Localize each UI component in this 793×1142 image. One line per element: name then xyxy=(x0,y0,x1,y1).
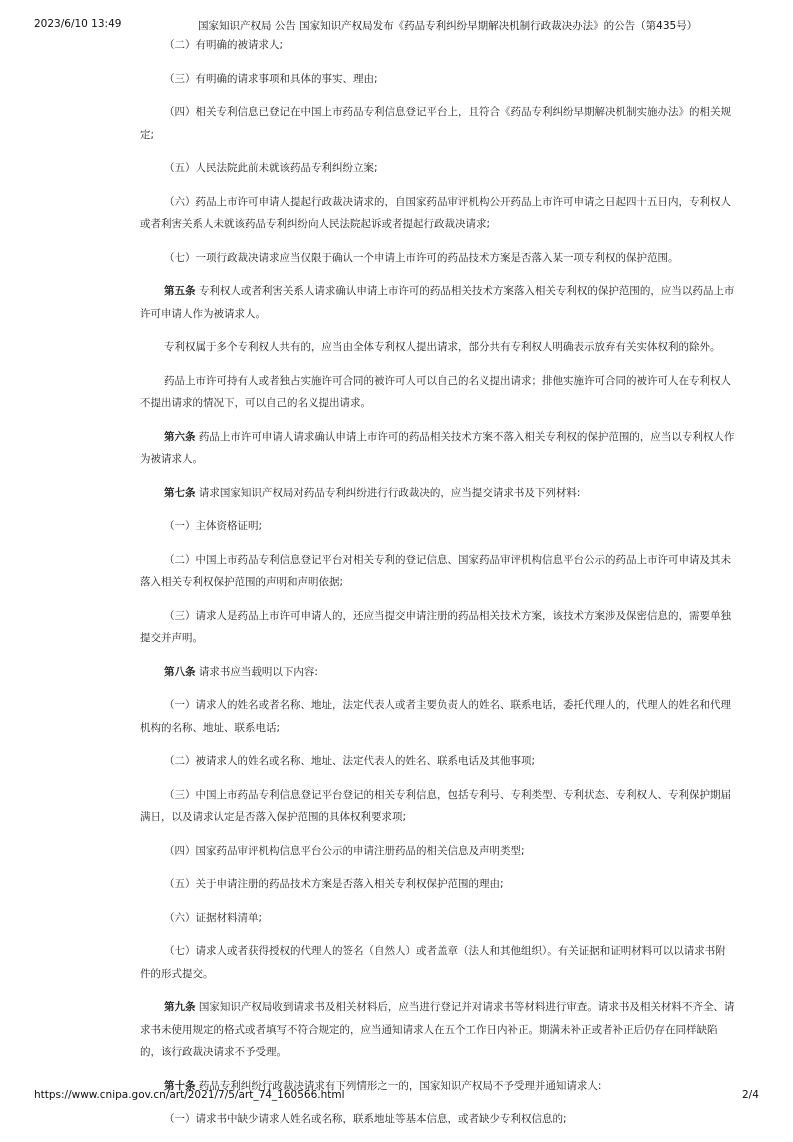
clause-paragraph xyxy=(140,247,736,270)
print-datetime: 2023/6/10 13:49 xyxy=(34,18,122,30)
clause-paragraph xyxy=(140,549,736,594)
article-paragraph xyxy=(140,661,736,684)
paragraph-text: （一）请求书中缺少请求人姓名或名称，联系地址等基本信息，或者缺少专利权信息的; xyxy=(164,1113,567,1125)
paragraph-text: （三）有明确的请求事项和具体的事实、理由; xyxy=(164,72,378,85)
paragraph-text: （五）人民法院此前未就该药品专利纠纷立案; xyxy=(164,162,378,174)
clause-paragraph xyxy=(140,605,736,650)
paragraph-text: （四）相关专利信息已登记在中国上市药品专利信息登记平台上，且符合《药品专利纠纷早期解决机制实施办法》的相关规定; xyxy=(140,106,731,141)
clause-paragraph xyxy=(140,370,736,415)
article-number: 第八条 xyxy=(164,665,196,678)
clause-paragraph xyxy=(140,840,736,863)
clause-paragraph xyxy=(140,515,736,538)
paragraph-text: 请求国家知识产权局对药品专利纠纷进行行政裁决的，应当提交请求书及下列材料: xyxy=(195,486,581,499)
paragraph-text: （三）中国上市药品专利信息登记平台登记的相关专利信息，包括专利号、专利类型、专利状态、专利权人、专利保护期届满日，以及请求认定是否落入保护范围的具体权利要求项; xyxy=(140,788,731,823)
footer-url: https://www.cnipa.gov.cn/art/2021/7/5/art_74_160566.html xyxy=(34,1089,345,1101)
document-body xyxy=(140,34,736,1142)
paragraph-text: （二）有明确的被请求人; xyxy=(164,39,284,51)
article-number: 第十条 xyxy=(164,1079,196,1092)
clause-paragraph xyxy=(140,940,736,985)
clause-paragraph xyxy=(140,784,736,829)
article-paragraph xyxy=(140,482,736,505)
clause-paragraph xyxy=(140,157,736,180)
clause-paragraph xyxy=(140,336,736,359)
clause-paragraph xyxy=(140,907,736,930)
paragraph-text: （一）主体资格证明; xyxy=(164,520,263,532)
clause-paragraph xyxy=(140,1108,736,1131)
paragraph-text: （七）一项行政裁决请求应当仅限于确认一个申请上市许可的药品技术方案是否落入某一项专利权的保护范围。 xyxy=(164,251,679,264)
paragraph-text: （二）中国上市药品专利信息登记平台对相关专利的登记信息、国家药品审评机构信息平台公示的药品上市许可申请及其未落入相关专利权保护范围的声明和声明依据; xyxy=(140,553,731,588)
clause-paragraph xyxy=(140,750,736,773)
paragraph-text: （六）药品上市许可申请人提起行政裁决请求的，自国家药品审评机构公开药品上市许可申请之日起四十五日内，专利权人或者利害关系人未就该药品专利纠纷向人民法院起诉或者提起行政裁决请求; xyxy=(140,195,731,230)
paragraph-text: 药品专利纠纷行政裁决请求有下列情形之一的，国家知识产权局不予受理并通知请求人: xyxy=(195,1079,602,1092)
article-number: 第七条 xyxy=(164,486,196,499)
clause-paragraph xyxy=(140,34,736,57)
paragraph-text: （四）国家药品审评机构信息平台公示的申请注册药品的相关信息及声明类型; xyxy=(164,844,525,857)
clause-paragraph xyxy=(140,191,736,236)
paragraph-text: （六）证据材料清单; xyxy=(164,911,263,924)
paragraph-text: 国家知识产权局收到请求书及相关材料后，应当进行登记并对请求书等材料进行审查。请求书及相关材料不齐全、请求书未使用规定的格式或者填写不符合规定的，应当通知请求人在五个工作日内补正。期满未补正或者补正后仍存在同样缺陷的，该行政裁决请求不予受理。 xyxy=(140,1001,735,1058)
article-number: 第六条 xyxy=(164,430,196,443)
article-paragraph xyxy=(140,280,736,325)
footer-page-number: 2/4 xyxy=(742,1089,759,1101)
paragraph-text: （五）关于申请注册的药品技术方案是否落入相关专利权保护范围的理由; xyxy=(164,878,504,890)
paragraph-text: （一）请求人的姓名或者名称、地址，法定代表人或者主要负责人的姓名、联系电话，委托代理人的，代理人的姓名和代理机构的名称、地址、联系电话; xyxy=(140,699,731,734)
clause-paragraph xyxy=(140,101,736,146)
paragraph-text: 请求书应当载明以下内容: xyxy=(195,665,318,678)
paragraph-text: （七）请求人或者获得授权的代理人的签名（自然人）或者盖章（法人和其他组织）。有关证据和证明材料可以以请求书附件的形式提交。 xyxy=(140,945,726,980)
paragraph-text: 专利权属于多个专利权人共有的，应当由全体专利权人提出请求，部分共有专利权人明确表示放弃有关实体权利的除外。 xyxy=(164,341,721,353)
page-header-title: 国家知识产权局 公告 国家知识产权局发布《药品专利纠纷早期解决机制行政裁决办法》的公告（第435号） xyxy=(198,20,698,32)
article-number: 第九条 xyxy=(164,1001,196,1013)
clause-paragraph xyxy=(140,873,736,896)
clause-paragraph xyxy=(140,694,736,739)
paragraph-text: 专利权人或者利害关系人请求确认申请上市许可的药品相关技术方案落入相关专利权的保护范围的，应当以药品上市许可申请人作为被请求人。 xyxy=(140,285,735,320)
clause-paragraph xyxy=(140,68,736,91)
paragraph-text: （三）请求人是药品上市许可申请人的，还应当提交申请注册的药品相关技术方案，该技术方案涉及保密信息的，需要单独提交并声明。 xyxy=(140,609,731,644)
article-number: 第五条 xyxy=(164,285,196,297)
paragraph-text: 药品上市许可申请人请求确认申请上市许可的药品相关技术方案不落入相关专利权的保护范围的，应当以专利权人作为被请求人。 xyxy=(140,430,735,465)
article-paragraph xyxy=(140,426,736,471)
paragraph-text: （二）被请求人的姓名或名称、地址、法定代表人的姓名、联系电话及其他事项; xyxy=(164,755,536,767)
article-paragraph xyxy=(140,996,736,1064)
paragraph-text: 药品上市许可持有人或者独占实施许可合同的被许可人可以自己的名义提出请求；排他实施许可合同的被许可人在专利权人不提出请求的情况下，可以自己的名义提出请求。 xyxy=(140,374,731,409)
